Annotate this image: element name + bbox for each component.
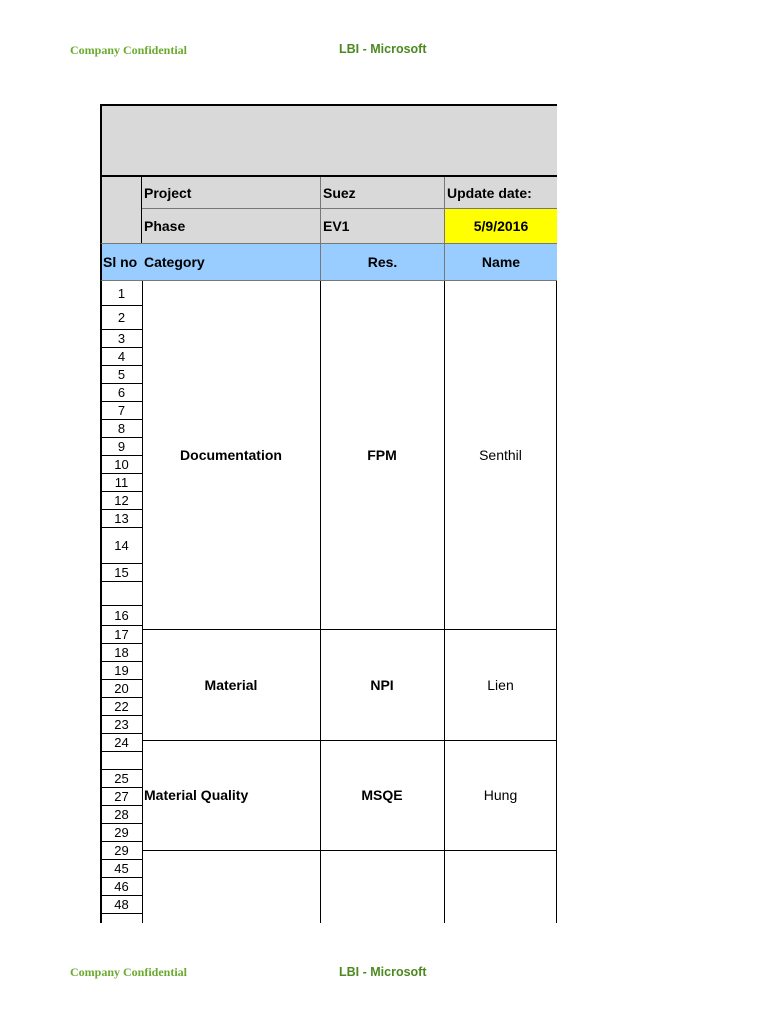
project-value: Suez (320, 177, 444, 209)
row-sl-no: 19 (100, 661, 143, 680)
col-name: Name (444, 243, 557, 281)
row-sl-no: 45 (100, 859, 143, 878)
row-sl-no (100, 751, 143, 770)
row-sl-no: 48 (100, 895, 143, 914)
header-title: LBI - Microsoft (339, 42, 427, 56)
row-sl-no: 22 (100, 697, 143, 716)
footer-title: LBI - Microsoft (339, 965, 427, 979)
footer-confidential: Company Confidential (70, 965, 188, 979)
title-band (100, 104, 557, 177)
grid-line-category (320, 281, 321, 923)
phase-label: Phase (142, 209, 320, 243)
row-sl-no (100, 581, 143, 606)
update-date-value: 5/9/2016 (444, 209, 557, 243)
row-sl-no: 9 (100, 437, 143, 456)
info-corner (100, 177, 142, 243)
row-sl-no: 11 (100, 473, 143, 492)
grid-left-border (100, 281, 102, 923)
group-divider (142, 740, 557, 741)
row-sl-no: 6 (100, 383, 143, 402)
col-sl-no: Sl no (100, 243, 142, 281)
phase-value: EV1 (320, 209, 444, 243)
col-category: Category (142, 243, 320, 281)
row-sl-no: 13 (100, 509, 143, 528)
row-sl-no: 18 (100, 643, 143, 662)
row-sl-no: 23 (100, 715, 143, 734)
row-sl-no: 46 (100, 877, 143, 896)
row-sl-no: 28 (100, 805, 143, 824)
row-sl-no: 20 (100, 679, 143, 698)
group-documentation-category: Documentation (180, 447, 282, 463)
grid-right-border (556, 281, 557, 923)
row-sl-no: 8 (100, 419, 143, 438)
row-sl-no: 14 (100, 527, 143, 564)
group-material-quality-res: MSQE (361, 787, 403, 803)
header-confidential: Company Confidential (70, 43, 188, 57)
group-material-quality-category: Material Quality (144, 787, 249, 803)
row-sl-no: 15 (100, 563, 143, 582)
row-sl-no: 27 (100, 787, 143, 806)
group-divider (142, 850, 557, 851)
group-material-name: Lien (487, 676, 514, 693)
grid-line-res (444, 281, 445, 923)
row-sl-no: 17 (100, 625, 143, 644)
row-sl-no: 7 (100, 401, 143, 420)
row-sl-no: 1 (100, 281, 143, 306)
group-material-category: Material (204, 676, 258, 693)
row-sl-no: 25 (100, 769, 143, 788)
row-sl-no: 10 (100, 455, 143, 474)
col-res: Res. (320, 243, 444, 281)
group-material-res: NPI (370, 676, 394, 693)
grid-line-sl (142, 281, 143, 923)
update-date-label: Update date: (444, 177, 557, 209)
group-divider (142, 629, 557, 630)
spreadsheet (100, 104, 557, 923)
group-documentation-res: FPM (367, 447, 397, 463)
row-sl-no: 29 (100, 841, 143, 860)
row-sl-no: 4 (100, 347, 143, 366)
row-sl-no: 29 (100, 823, 143, 842)
row-sl-no: 24 (100, 733, 143, 752)
row-sl-no: 12 (100, 491, 143, 510)
row-sl-no: 2 (100, 305, 143, 330)
row-sl-no: 16 (100, 605, 143, 626)
group-material-quality-name: Hung (483, 787, 518, 803)
row-sl-no: 3 (100, 329, 143, 348)
group-documentation-name: Senthil (479, 447, 522, 463)
row-sl-no: 5 (100, 365, 143, 384)
project-label: Project (142, 177, 320, 209)
